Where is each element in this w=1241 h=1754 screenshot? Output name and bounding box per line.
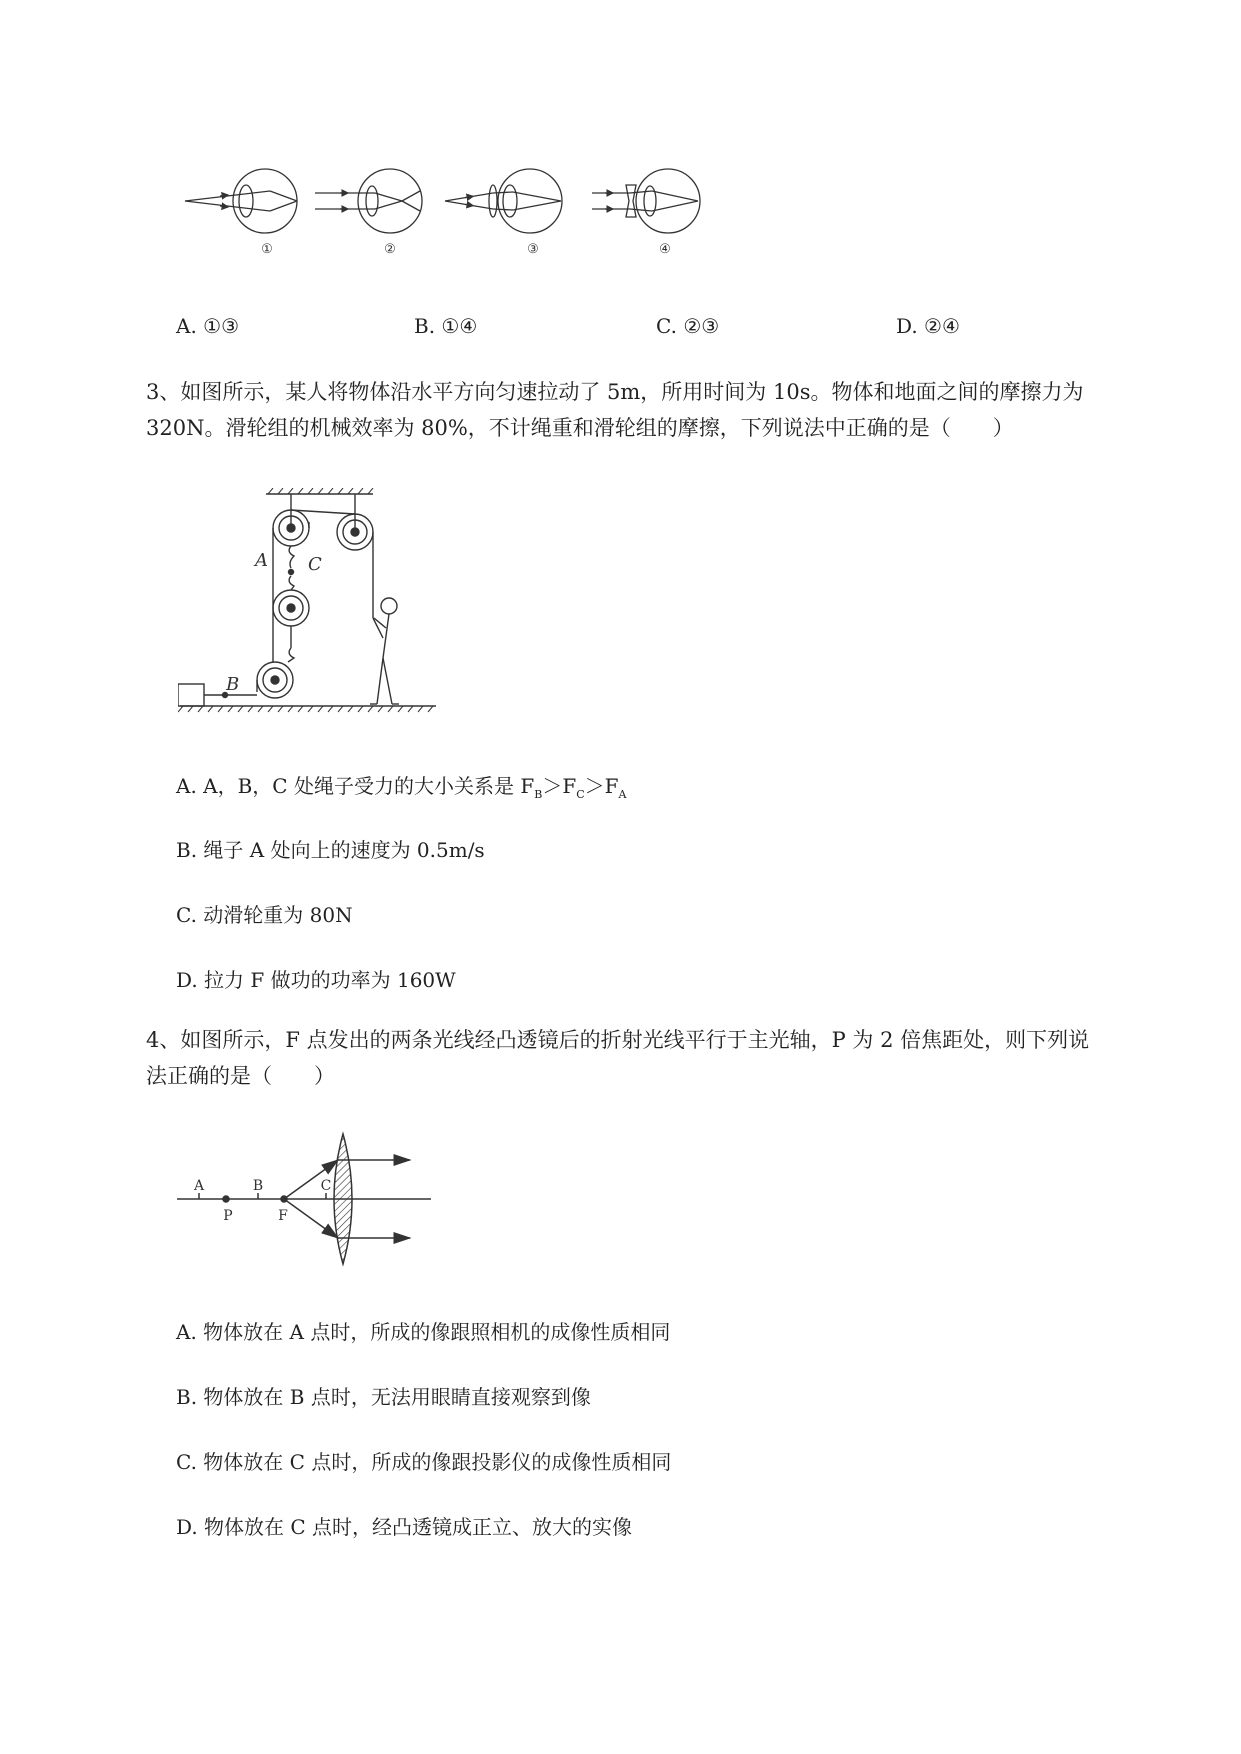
option-letter: B. [414,314,436,338]
lens-label-c: C [320,1178,332,1194]
eye-label-2: ② [384,242,396,257]
eye-diagram-3 [445,169,562,233]
pulley-system-figure [178,488,448,718]
q4-stem [146,1022,1146,1094]
q3-option-b[interactable]: B. 绳子 A 处向上的速度为 0.5m/s [176,838,485,862]
q3-option-a[interactable]: A. A，B，C 处绳子受力的大小关系是 $F_B>F_C>F_A$ [176,774,627,801]
q4-stem-line-1: 4、如图所示，F 点发出的两条光线经凸透镜后的折射光线平行于主光轴，P 为 2 倍焦距处，则下列说 [146,1028,1090,1052]
q4-option-c[interactable]: C. 物体放在 C 点时，所成的像跟投影仪的成像性质相同 [176,1450,672,1474]
option-letter: D. [896,314,918,338]
eye-diagram-2 [315,169,422,233]
q2-option-a[interactable] [176,314,239,338]
eye-diagrams-figure [180,165,720,265]
lens-label-f: F [278,1208,288,1224]
lens-label-p: P [223,1208,233,1224]
q3-stem-line-1: 3、如图所示，某人将物体沿水平方向匀速拉动了 5m，所用时间为 10s。物体和地面之间的摩擦力为 [146,380,1084,404]
q3-option-c[interactable]: C. 动滑轮重为 80N [176,903,353,927]
pulley-label-a: A [255,550,268,571]
q3-stem [146,374,1146,446]
q4-option-a[interactable]: A. 物体放在 A 点时，所成的像跟照相机的成像性质相同 [176,1320,671,1344]
eye-diagram-1 [185,169,297,233]
eye-label-1: ① [261,242,273,257]
q4-option-d[interactable]: D. 物体放在 C 点时，经凸透镜成正立、放大的实像 [176,1515,633,1539]
option-text: ②④ [924,314,960,338]
q3-stem-line-2: 320N。滑轮组的机械效率为 80%，不计绳重和滑轮组的摩擦，下列说法中正确的是（ ） [146,416,1014,440]
q2-option-b[interactable] [414,314,477,338]
option-letter: C. [656,314,677,338]
option-text: ②③ [683,314,720,338]
eye-label-3: ③ [527,242,539,257]
option-text: ①③ [203,314,240,338]
pulley-label-b: B [226,674,240,695]
option-letter: A. [176,314,197,338]
q2-option-d[interactable] [896,314,960,338]
q3-option-d[interactable]: D. 拉力 F 做功的功率为 160W [176,968,456,992]
q4-option-b[interactable]: B. 物体放在 B 点时，无法用眼睛直接观察到像 [176,1385,591,1409]
convex-lens-figure [175,1130,445,1280]
option-text: A. A，B，C 处绳子受力的大小关系是 [176,774,521,798]
lens-label-b: B [252,1178,264,1194]
lens-label-a: A [193,1178,205,1194]
q2-option-c[interactable] [656,314,719,338]
pulley-label-c: C [308,554,322,575]
eye-diagram-4 [592,169,700,233]
option-text: ①④ [441,314,478,338]
q4-stem-line-2: 法正确的是（ ） [146,1064,335,1088]
eye-label-4: ④ [659,242,671,257]
